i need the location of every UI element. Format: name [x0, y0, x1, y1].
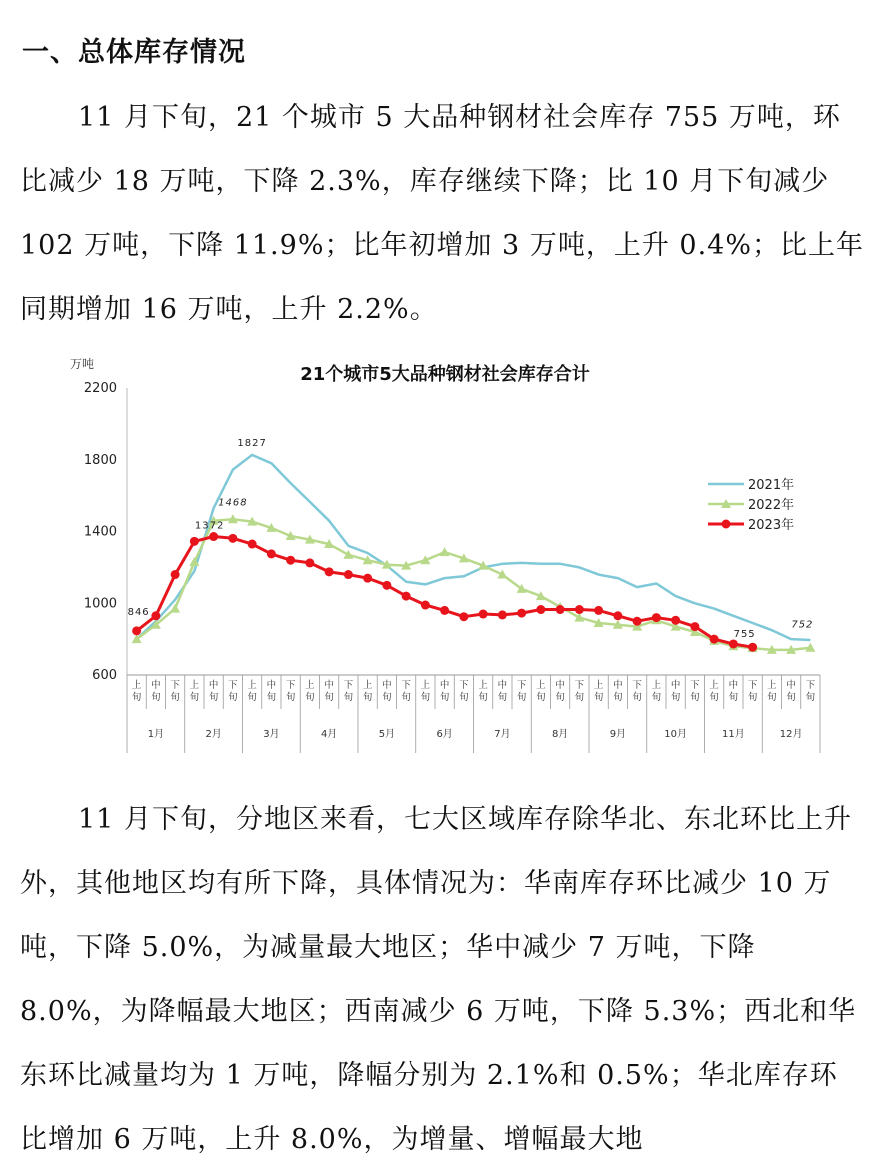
x-tick-label: 旬: [285, 692, 296, 703]
x-month-label: 1月: [147, 729, 165, 740]
series-line-1: [137, 455, 814, 640]
x-tick-label: 旬: [709, 692, 719, 703]
data-point: [209, 532, 218, 541]
y-axis: [84, 381, 127, 683]
x-month-label: 3月: [263, 729, 280, 740]
data-label: 752: [791, 619, 814, 631]
x-tick-label: 中: [382, 680, 392, 691]
x-tick-label: 旬: [382, 692, 392, 703]
x-month-label: 2月: [205, 729, 222, 740]
x-tick-label: 旬: [305, 692, 315, 703]
x-tick-label: 旬: [478, 692, 488, 703]
x-month-label: 6月: [436, 729, 453, 740]
data-point: [459, 612, 468, 621]
y-tick-label: 1800: [83, 452, 117, 468]
x-tick-label: 中: [555, 680, 565, 691]
x-tick-label: 下: [285, 680, 296, 691]
x-tick-label: 旬: [555, 692, 565, 703]
x-month-label: 5月: [378, 729, 396, 740]
x-tick-label: 旬: [670, 692, 681, 703]
x-tick-label: 旬: [170, 692, 180, 703]
chart-legend: [708, 477, 794, 533]
data-label: 1468: [218, 497, 248, 509]
x-tick-label: 旬: [767, 692, 777, 703]
x-tick-label: 中: [151, 680, 161, 691]
data-point: [671, 616, 680, 625]
data-label: 846: [127, 606, 150, 618]
y-tick-label: 600: [92, 668, 117, 683]
x-tick-label: 旬: [420, 692, 431, 703]
x-tick-label: 下: [747, 680, 758, 691]
x-tick-label: 旬: [690, 692, 700, 703]
data-point: [171, 570, 180, 579]
x-tick-label: 中: [208, 680, 219, 691]
x-tick-label: 旬: [401, 692, 411, 703]
data-point: [536, 605, 545, 614]
x-tick-label: 旬: [459, 692, 469, 703]
chart-title: 21个城市5大品种钢材社会库存合计: [300, 364, 590, 385]
x-tick-label: 旬: [651, 692, 662, 703]
y-axis-unit: 万吨: [70, 357, 95, 371]
x-month-label: 9月: [609, 729, 627, 740]
data-point: [440, 606, 449, 615]
x-tick-label: 旬: [151, 692, 161, 703]
x-tick-label: 旬: [536, 692, 546, 703]
data-point: [633, 617, 642, 626]
summary-paragraph: 11 月下旬，21 个城市 5 大品种钢材社会库存 755 万吨，环比减少 18 万吨，下降 2.3%，库存继续下降；比 10 月下旬减少 102 万吨，下降 11.9%；比年初增加 3 万吨，上升 0.4%；比上年同期增加 16 万吨，上升 2.2%。: [20, 102, 864, 325]
x-tick-label: 旬: [805, 692, 816, 703]
x-tick-label: 旬: [228, 692, 238, 703]
data-point: [421, 601, 430, 610]
x-tick-label: 下: [343, 680, 354, 691]
x-tick-label: 上: [189, 680, 200, 691]
data-label: 1372: [194, 520, 225, 532]
y-tick-label: 1400: [83, 524, 117, 540]
x-tick-label: 下: [459, 680, 469, 691]
x-tick-label: 中: [613, 680, 623, 691]
x-tick-label: 旬: [593, 692, 604, 703]
x-month-label: 10月: [664, 729, 687, 740]
data-point: [479, 610, 488, 619]
x-tick-label: 下: [805, 680, 816, 691]
x-tick-label: 旬: [247, 692, 257, 703]
x-tick-label: 旬: [786, 692, 796, 703]
data-point: [305, 558, 314, 567]
x-tick-label: 上: [420, 680, 431, 691]
data-point: [190, 537, 199, 546]
x-tick-label: 中: [786, 680, 796, 691]
x-tick-label: 上: [767, 680, 777, 691]
x-tick-label: 下: [170, 680, 180, 691]
data-point: [652, 613, 661, 622]
data-point: [613, 611, 622, 620]
data-point: [594, 606, 603, 615]
x-month-label: 12月: [779, 729, 803, 740]
section-heading: 一、总体库存情况: [22, 37, 246, 68]
x-tick-label: 旬: [728, 692, 739, 703]
legend-label: 2023年: [748, 518, 795, 533]
data-point: [729, 639, 738, 648]
x-tick-label: 下: [228, 680, 238, 691]
legend-marker: [722, 520, 731, 529]
data-label: 755: [733, 629, 756, 641]
data-point: [325, 567, 334, 576]
data-point: [575, 605, 584, 614]
x-tick-label: 上: [478, 680, 488, 691]
data-point: [382, 581, 391, 590]
x-tick-label: 上: [593, 680, 604, 691]
data-point: [710, 635, 719, 644]
data-point: [248, 540, 257, 549]
x-tick-label: 旬: [497, 692, 508, 703]
data-point: [402, 592, 411, 601]
data-point: [132, 626, 141, 635]
data-point: [286, 556, 295, 565]
x-tick-label: 中: [728, 680, 739, 691]
x-tick-label: 上: [362, 680, 373, 691]
x-tick-label: 旬: [266, 692, 277, 703]
x-tick-label: 下: [401, 680, 411, 691]
legend-label: 2022年: [748, 498, 795, 513]
x-tick-label: 旬: [632, 692, 642, 703]
y-tick-label: 2200: [83, 381, 117, 396]
x-tick-label: 旬: [574, 692, 585, 703]
x-tick-label: 旬: [516, 692, 527, 703]
x-month-label: 11月: [722, 729, 745, 740]
legend-label: 2021年: [748, 478, 795, 493]
x-tick-label: 旬: [613, 692, 623, 703]
x-axis: [127, 675, 820, 753]
x-tick-label: 下: [632, 680, 642, 691]
data-point: [363, 574, 372, 583]
x-tick-label: 上: [247, 680, 257, 691]
x-tick-label: 上: [651, 680, 662, 691]
data-point: [151, 611, 160, 620]
x-month-label: 8月: [551, 729, 569, 740]
x-tick-label: 中: [670, 680, 681, 691]
data-label: 1827: [237, 437, 267, 449]
data-point: [690, 622, 699, 631]
inventory-line-chart: [60, 348, 830, 758]
y-tick-label: 1000: [83, 596, 117, 612]
data-point: [748, 643, 757, 652]
x-tick-label: 下: [690, 680, 700, 691]
x-tick-label: 上: [709, 680, 719, 691]
x-month-label: 4月: [320, 729, 338, 740]
x-tick-label: 中: [497, 680, 508, 691]
x-month-label: 7月: [494, 729, 511, 740]
data-point: [498, 610, 507, 619]
data-point: [517, 609, 526, 618]
x-tick-label: 中: [439, 680, 450, 691]
data-point: [343, 550, 353, 559]
data-point: [228, 534, 237, 543]
x-tick-label: 上: [305, 680, 315, 691]
x-tick-label: 上: [536, 680, 546, 691]
x-tick-label: 下: [574, 680, 585, 691]
x-tick-label: 旬: [747, 692, 758, 703]
data-point: [267, 549, 276, 558]
x-tick-label: 旬: [439, 692, 450, 703]
data-point: [556, 605, 565, 614]
regional-paragraph: 11 月下旬，分地区来看，七大区域库存除华北、东北环比上升外，其他地区均有所下降，具体情况为：华南库存环比减少 10 万吨，下降 5.0%，为减量最大地区；华中减少 7 万吨，下降 8.0%，为降幅最大地区；西南减少 6 万吨，下降 5.3%；西北和华东环比减量均为 1 万吨，降幅分别为 2.1%和 0.5%；华北库存环比增加 6 万吨，上升 8.0%，为增量、增幅最大地: [20, 804, 857, 1155]
data-point: [440, 547, 450, 556]
x-tick-label: 旬: [131, 692, 142, 703]
x-tick-label: 旬: [324, 692, 334, 703]
data-point: [344, 570, 353, 579]
x-tick-label: 中: [266, 680, 277, 691]
x-tick-label: 旬: [343, 692, 354, 703]
x-tick-label: 旬: [362, 692, 373, 703]
x-tick-label: 下: [516, 680, 527, 691]
x-tick-label: 旬: [189, 692, 200, 703]
x-tick-label: 中: [324, 680, 334, 691]
x-tick-label: 上: [131, 680, 142, 691]
x-tick-label: 旬: [208, 692, 219, 703]
